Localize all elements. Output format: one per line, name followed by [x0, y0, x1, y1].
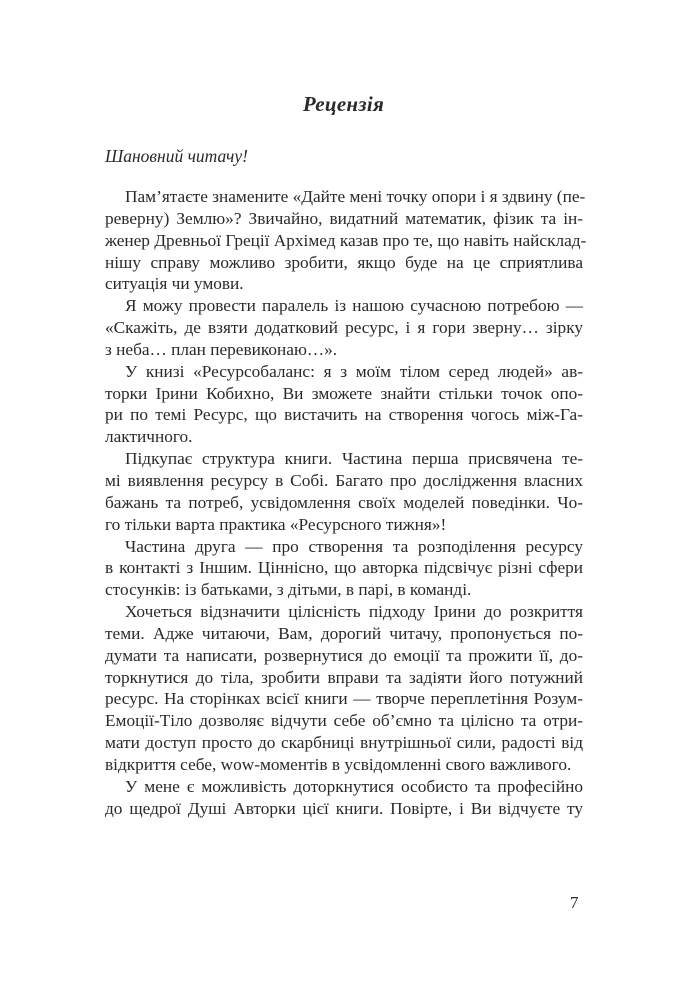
- text-line: думати та написати, розвернутися до емоції та прожити її, до-: [105, 645, 583, 665]
- text-line: нішу справу можливо зробити, якщо буде на це сприятлива: [105, 252, 583, 272]
- paragraph: [105, 448, 583, 535]
- text-line: стосунків: із батьками, з дітьми, в парі, в команді.: [105, 580, 472, 600]
- text-line: У мене є можливість доторкнутися особисто та професійно: [125, 776, 583, 796]
- salutation: Шановний читачу!: [105, 146, 248, 166]
- paragraph: [105, 601, 583, 776]
- paragraph: [105, 361, 583, 448]
- text-line: в контакті з Іншим. Ціннісно, що авторка підсвічує різні сфери: [105, 558, 583, 578]
- text-line: лактичного.: [105, 427, 193, 447]
- text-line: ресурс. На сторінках всієї книги — творче переплетіння Розум-: [105, 689, 583, 709]
- text-line: «Скажіть, де взяти додатковий ресурс, і я гори зверну… зірку: [105, 318, 583, 338]
- text-line: Пам’ятаєте знамените «Дайте мені точку опори і я здвину (пе-: [125, 187, 586, 206]
- text-line: ри по темі Ресурс, що вистачить на створення чогось між-Га-: [105, 405, 583, 425]
- text-line: Частина друга — про створення та розподілення ресурсу: [125, 536, 583, 556]
- paragraph: [105, 186, 587, 295]
- text-line: мі виявлення ресурсу в Собі. Багато про дослідження власних: [105, 470, 583, 490]
- text-line: бажань та потреб, усвідомлення своїх моделей поведінки. Чо-: [105, 492, 583, 512]
- text-line: відкриття себе, wow-моментів в усвідомленні свого важливого.: [105, 754, 572, 774]
- text-line: Хочеться відзначити цілісність підходу Ірини до розкриття: [125, 602, 583, 622]
- text-line: реверну) Землю»? Звичайно, видатний математик, фізик та ін-: [105, 208, 583, 228]
- text-line: теми. Адже читаючи, Вам, дорогий читачу, пропонується по-: [105, 623, 583, 643]
- text-line: мати доступ просто до скарбниці внутрішньої сили, радості від: [105, 733, 583, 753]
- text-line: торки Ірини Кобихно, Ви зможете знайти стільки точок опо-: [105, 383, 583, 403]
- text-line: до щедрої Душі Авторки цієї книги. Повірте, і Ви відчуєте ту: [105, 798, 583, 818]
- text-line: женер Древньої Греції Архімед казав про те, що навіть найсклад-: [105, 230, 587, 250]
- paragraph: [105, 776, 583, 820]
- text-line: торкнутися до тіла, зробити вправи та задіяти його потужний: [105, 667, 583, 687]
- text-line: Емоції-Тіло дозволяє відчути себе об’ємно та цілісно та отри-: [105, 711, 583, 731]
- text-line: Я можу провести паралель із нашою сучасною потребою —: [125, 296, 583, 316]
- page-number: 7: [570, 893, 579, 912]
- text-line: ситуація чи умови.: [105, 274, 244, 294]
- text-line: У книзі «Ресурсобаланс: я з моїм тілом серед людей» ав-: [125, 361, 583, 381]
- text-line: Підкупає структура книги. Частина перша присвячена те-: [125, 449, 583, 469]
- paragraph: [105, 536, 583, 602]
- text-line: з неба… план перевиконаю…».: [105, 339, 338, 359]
- page-title: Рецензія: [302, 92, 385, 116]
- review-body: [105, 186, 587, 819]
- text-line: го тільки варта практика «Ресурсного тижня»!: [105, 514, 447, 534]
- paragraph: [105, 295, 583, 361]
